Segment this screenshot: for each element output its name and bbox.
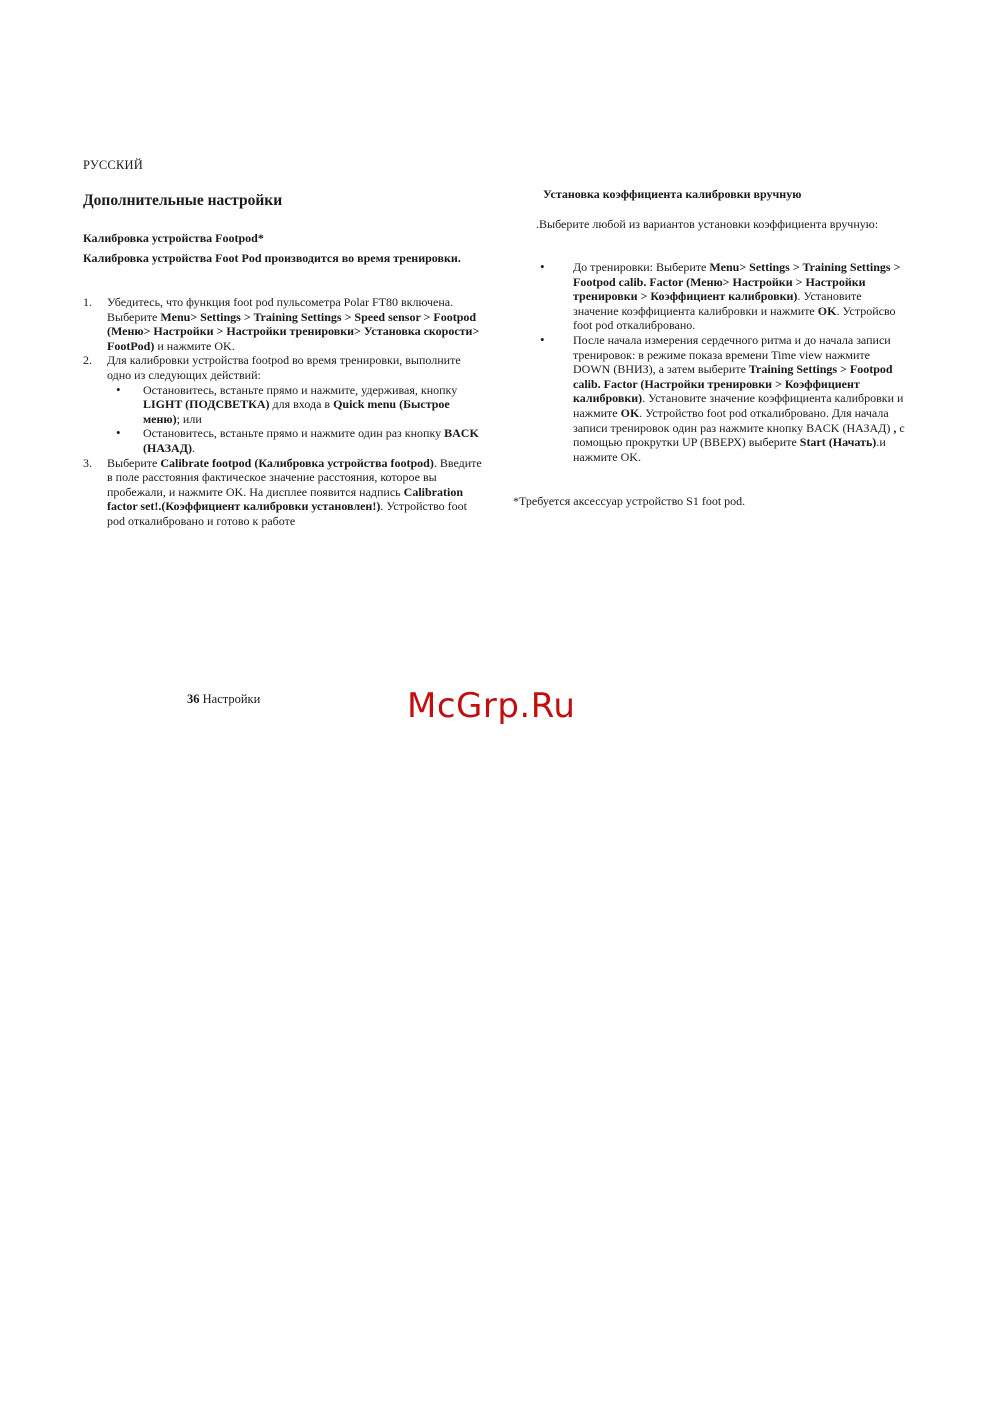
right-item-text: . Устройство foot pod откалибровано. Для начала записи тренировок один раз нажмите кнопку BACK (НАЗАД)	[573, 405, 891, 435]
bullet-icon: •	[116, 425, 121, 441]
page-number: 36	[187, 692, 200, 706]
step-item	[83, 295, 483, 353]
sub-item-text: .	[191, 440, 195, 455]
sub-item-text: для входа в	[269, 397, 334, 412]
step-text: Выберите	[107, 455, 161, 470]
subsection-title: Калибровка устройства Footpod*	[83, 231, 264, 245]
right-item-text: . Установите значение коэффициента калибровки и нажмите	[573, 391, 904, 420]
right-item-text: с помощью прокрутки UP (ВВЕРХ) выберите	[573, 420, 905, 450]
right-item-text: OK	[817, 303, 837, 318]
sub-list-item	[116, 425, 483, 455]
steps-list	[83, 295, 483, 529]
bullet-icon: •	[540, 331, 545, 347]
sub-item-text: Остановитесь, встаньте прямо и нажмите, удерживая, кнопку	[143, 382, 458, 397]
right-list-item	[536, 260, 906, 333]
step-text: Menu> Settings > Training Settings > Speed sensor > Footpod (Меню> Настройки > Настройки тренировки> Установка скорости> FootPod)	[107, 309, 480, 353]
right-item-text: Start (Начать)	[799, 435, 877, 450]
step-number: 2.	[83, 353, 92, 368]
step-number: 1.	[83, 295, 92, 309]
step-text: . Введите в поле расстояния фактическое значение расстояния, которое вы пробежали, и нажмите OK. На дисплее появится надпись	[107, 455, 482, 499]
step-item	[83, 456, 483, 529]
right-item-text: Training Settings > Footpod calib. Factor (Настройки тренировки > Коэффициент калибровки)	[573, 362, 893, 406]
right-item-text: Menu> Settings > Training Settings > Footpod calib. Factor (Меню> Настройки > Настройки тренировки > Коэффициент калибровки)	[573, 260, 901, 304]
sub-list-item	[116, 381, 483, 427]
right-section-title: Установка коэффициента калибровки вручную	[543, 187, 802, 201]
step-number: 3.	[83, 455, 92, 470]
right-item-text: OK	[620, 405, 640, 420]
right-bullet-list	[536, 260, 906, 464]
right-item-text: До тренировки: Выберите	[573, 260, 710, 274]
footnote: *Требуется аксессуар устройство S1 foot pod.	[513, 494, 746, 508]
step-item	[83, 353, 483, 455]
bullet-icon: •	[540, 259, 545, 274]
step-text: Убедитесь, что функция foot pod пульсометра Polar FT80 включена. Выберите	[107, 295, 454, 324]
sub-item-text: LIGHT (ПОДСВЕТКА)	[143, 397, 270, 412]
step-sub-list	[107, 383, 483, 456]
right-item-text: .и нажмите OK.	[573, 435, 886, 464]
intro-paragraph: Калибровка устройства Foot Pod производится во время тренировки.	[83, 251, 461, 265]
page-footer	[187, 692, 260, 707]
footer-section: Настройки	[202, 692, 261, 706]
watermark-logo: McGrp.Ru	[407, 686, 576, 726]
right-list-item	[536, 333, 906, 464]
section-title: Дополнительные настройки	[83, 192, 283, 209]
step-text: Calibration factor set!.(Коэффициент калибровки установлен!)	[107, 484, 463, 514]
right-item-text: ,	[890, 420, 897, 435]
right-intro-paragraph: .Выберите любой из вариантов установки коэффициента вручную:	[536, 217, 879, 231]
step-text: Для калибровки устройства footpod во время тренировки, выполните одно из следующих действий:	[107, 353, 461, 382]
bullet-icon: •	[116, 381, 121, 397]
step-text: . Устройство foot pod откалибровано и готово к работе	[107, 499, 468, 528]
sub-item-text: BACK (НАЗАД)	[143, 426, 479, 455]
right-item-text: . Установите значение коэффициента калибровки и нажмите	[573, 289, 862, 318]
language-label: РУССКИЙ	[83, 158, 143, 172]
sub-item-text: Quick menu (Быстрое меню)	[143, 397, 450, 426]
step-text: и нажмите OK.	[154, 338, 235, 353]
sub-item-text: ; или	[176, 411, 202, 426]
sub-item-text: Остановитесь, встаньте прямо и нажмите один раз кнопку	[143, 426, 445, 441]
right-item-text: . Устройсво foot pod откалибровано.	[573, 303, 896, 333]
right-item-text: После начала измерения сердечного ритма и до начала записи тренировок: в режиме показа времени Time view нажмите DOWN (ВНИЗ), а затем выберите	[573, 332, 891, 377]
step-text: Calibrate footpod (Калибровка устройства footpod)	[160, 455, 434, 470]
